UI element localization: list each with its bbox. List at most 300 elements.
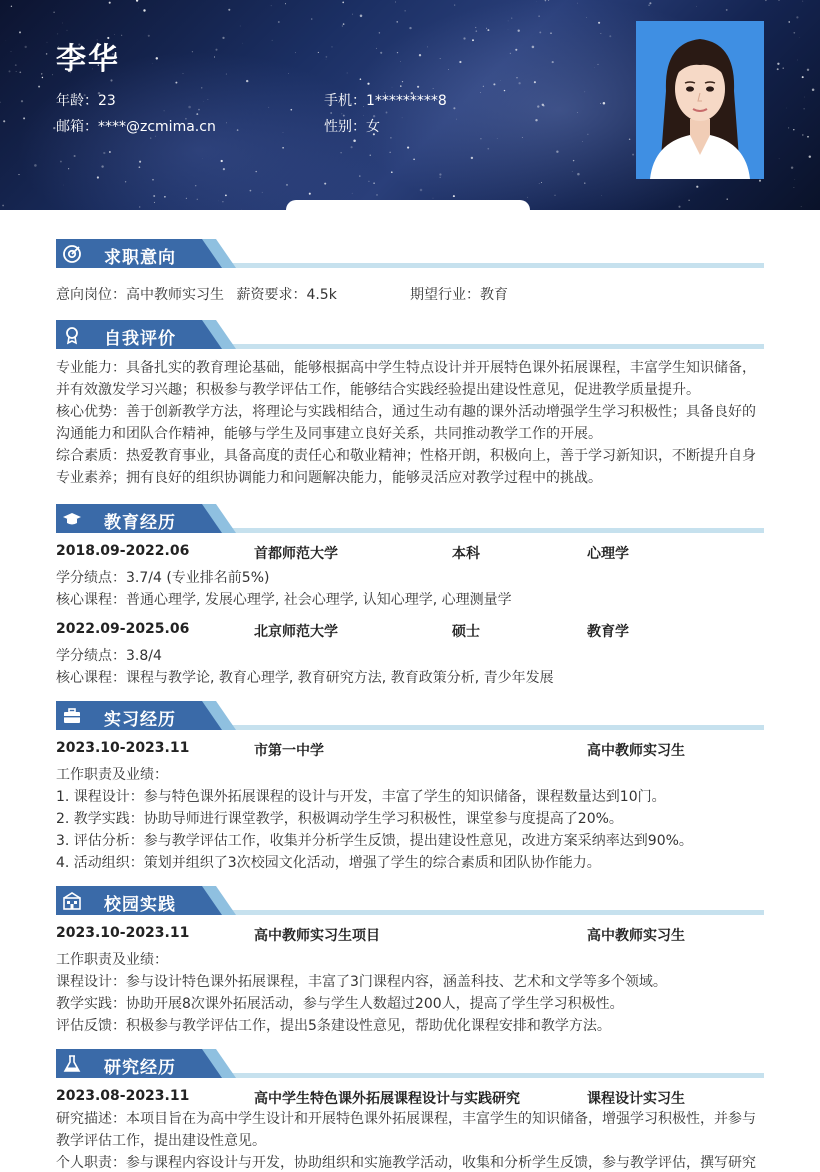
- star: [380, 52, 382, 54]
- star: [555, 195, 556, 196]
- intern-org: 市第一中学: [254, 740, 324, 760]
- star: [46, 53, 48, 55]
- star: [19, 31, 21, 33]
- star: [288, 73, 289, 74]
- briefcase-icon: [62, 706, 82, 726]
- section-label: 自我评价: [104, 324, 176, 349]
- star: [376, 48, 377, 49]
- graduation-cap-icon: [62, 509, 82, 529]
- star: [226, 123, 227, 124]
- star: [440, 58, 441, 59]
- star: [497, 138, 498, 139]
- star: [527, 197, 528, 198]
- star: [226, 74, 227, 75]
- star: [342, 2, 344, 4]
- star: [454, 5, 455, 6]
- star: [545, 0, 546, 1]
- star: [518, 30, 520, 32]
- star: [556, 150, 558, 152]
- star: [793, 129, 794, 130]
- star: [373, 182, 375, 184]
- star: [386, 112, 388, 114]
- star: [370, 155, 371, 156]
- campus-period: 2023.10-2023.11: [56, 925, 189, 941]
- star: [480, 138, 481, 139]
- star: [223, 168, 225, 170]
- star: [584, 91, 585, 92]
- section-title-campus: [56, 886, 764, 920]
- star: [52, 74, 53, 75]
- star: [262, 192, 263, 193]
- star: [62, 23, 63, 24]
- star: [413, 158, 415, 160]
- research-description: 研究描述：本项目旨在为高中学生设计和开展特色课外拓展课程，丰富学生的知识储备，增强学习积极性，并参与教学评估工作，提出建设性意见。: [56, 1108, 768, 1152]
- star: [324, 183, 326, 185]
- star: [47, 42, 48, 43]
- star: [228, 9, 230, 11]
- star: [188, 106, 191, 109]
- star: [407, 147, 409, 149]
- star: [150, 138, 151, 139]
- section-label: 求职意向: [104, 243, 176, 268]
- star: [759, 180, 761, 182]
- star: [9, 70, 11, 72]
- star: [550, 32, 552, 34]
- star: [237, 129, 239, 131]
- star: [34, 164, 37, 167]
- star: [136, 0, 138, 2]
- section-label: 校园实践: [104, 890, 176, 915]
- star: [143, 9, 145, 11]
- star: [183, 73, 184, 74]
- star: [19, 71, 21, 73]
- star: [420, 189, 423, 192]
- star: [352, 193, 353, 194]
- star: [0, 102, 1, 103]
- star: [504, 90, 505, 91]
- star: [41, 73, 42, 74]
- campus-line: 课程设计：参与设计特色课外拓展课程，丰富了3门课程内容，涵盖科技、艺术和文学等多个领域。: [56, 971, 667, 991]
- school-building-icon: [62, 891, 82, 911]
- star: [453, 107, 455, 109]
- section-title-education: [56, 504, 764, 538]
- star: [678, 206, 680, 208]
- star: [360, 15, 363, 18]
- star: [493, 83, 495, 85]
- star: [475, 27, 476, 28]
- flask-icon: [62, 1054, 82, 1074]
- star: [809, 155, 811, 157]
- star: [353, 140, 356, 143]
- star: [240, 26, 241, 27]
- star: [601, 33, 602, 34]
- star: [779, 158, 780, 159]
- edu-courses: 核心课程：普通心理学, 发展心理学, 社会心理学, 认知心理学, 心理测量学: [56, 589, 512, 609]
- star: [440, 177, 441, 178]
- star: [511, 17, 512, 18]
- star: [3, 120, 5, 122]
- star: [807, 69, 809, 71]
- star: [368, 181, 369, 182]
- star: [154, 202, 155, 203]
- star: [341, 113, 342, 114]
- star: [812, 88, 815, 91]
- star: [198, 109, 200, 111]
- star: [600, 103, 601, 104]
- edu-major: 心理学: [587, 543, 629, 563]
- star: [21, 100, 23, 102]
- star: [164, 196, 166, 198]
- star: [539, 31, 541, 33]
- star: [74, 155, 76, 157]
- star: [11, 51, 12, 52]
- position-value: 高中教师实习生: [126, 287, 224, 303]
- intern-line: 工作职责及业绩：: [56, 764, 168, 784]
- star: [397, 52, 398, 53]
- campus-role: 高中教师实习生: [587, 925, 685, 945]
- edu-degree: 本科: [452, 543, 480, 563]
- star: [359, 175, 360, 176]
- star: [203, 101, 204, 102]
- star: [295, 52, 296, 53]
- star: [433, 88, 434, 89]
- star: [476, 30, 478, 32]
- star: [196, 113, 198, 115]
- star: [222, 37, 224, 39]
- edu-gpa: 学分绩点：3.7/4 (专业排名前5%): [56, 567, 269, 587]
- star: [573, 160, 574, 161]
- star: [60, 161, 62, 163]
- research-duties: 个人职责：参与课程内容设计与开发，协助组织和实施教学活动，收集和分析学生反馈，参与教学评估，撰写研究: [56, 1152, 768, 1172]
- star: [572, 171, 573, 172]
- star: [342, 26, 343, 27]
- intern-period: 2023.10-2023.11: [56, 740, 189, 756]
- campus-line: 评估反馈：积极参与教学评估工作，提出5条建设性意见，帮助优化课程安排和教学方法。: [56, 1015, 611, 1035]
- star: [405, 10, 406, 11]
- edu-courses: 核心课程：课程与教学论, 教育心理学, 教育研究方法, 教育政策分析, 青少年发展: [56, 667, 554, 687]
- star: [439, 173, 441, 175]
- edu-period: 2022.09-2025.06: [56, 621, 189, 637]
- section-title-internship: [56, 701, 764, 735]
- target-icon: [62, 244, 82, 264]
- star: [250, 190, 252, 192]
- edu-major: 教育学: [587, 621, 629, 641]
- email-label: 邮箱：: [56, 119, 98, 135]
- star: [577, 112, 578, 113]
- star: [793, 32, 795, 34]
- position-label: 意向岗位：: [56, 287, 126, 303]
- star: [68, 168, 69, 169]
- intern-line: 3. 评估分析：参与教学评估工作，收集并分析学生反馈，提出建设性意见，改进方案采纳率达到90%。: [56, 830, 693, 850]
- phone-label: 手机：: [324, 93, 366, 109]
- star: [318, 52, 319, 53]
- star: [164, 110, 165, 111]
- star: [649, 2, 651, 4]
- star: [456, 119, 457, 120]
- section-label: 教育经历: [104, 508, 176, 533]
- star: [103, 152, 105, 154]
- star: [272, 40, 273, 41]
- gender-label: 性别：: [324, 119, 366, 135]
- star: [125, 181, 126, 182]
- star: [331, 112, 332, 113]
- star: [765, 0, 766, 1]
- star: [419, 54, 421, 56]
- gender-info: [324, 116, 380, 136]
- star: [543, 105, 545, 107]
- star: [283, 132, 284, 133]
- industry-row: [410, 284, 508, 304]
- star: [11, 6, 12, 7]
- star: [390, 152, 391, 153]
- star: [522, 137, 523, 138]
- star: [516, 77, 517, 78]
- section-title-research: [56, 1049, 764, 1083]
- star: [788, 21, 789, 22]
- star: [18, 174, 19, 175]
- star: [110, 79, 112, 81]
- star: [67, 30, 68, 31]
- star: [515, 49, 517, 51]
- star: [246, 80, 248, 82]
- star: [197, 199, 198, 200]
- star: [777, 63, 779, 65]
- email-info: [56, 116, 216, 136]
- edu-school: 北京师范大学: [254, 621, 338, 641]
- star: [347, 73, 348, 74]
- star: [727, 198, 728, 199]
- phone-info: [324, 90, 447, 110]
- star: [109, 151, 111, 153]
- star: [577, 173, 580, 176]
- research-role: 课程设计实习生: [587, 1088, 685, 1108]
- research-project: 高中学生特色课外拓展课程设计与实践研究: [254, 1088, 520, 1108]
- star: [285, 3, 286, 4]
- star: [152, 179, 154, 181]
- star: [534, 81, 536, 83]
- phone-value: 1*********8: [366, 93, 447, 109]
- star: [376, 194, 378, 196]
- job-intent-row: [56, 284, 337, 304]
- star: [510, 53, 511, 54]
- edu-school: 首都师范大学: [254, 543, 338, 563]
- star: [402, 81, 403, 82]
- star: [609, 35, 611, 37]
- star: [222, 201, 223, 202]
- star: [538, 15, 540, 17]
- star: [417, 86, 419, 88]
- star: [139, 206, 140, 207]
- star: [629, 139, 631, 141]
- star: [38, 86, 40, 88]
- star: [340, 152, 341, 153]
- salary-value: 4.5k: [306, 287, 336, 303]
- star: [807, 136, 809, 138]
- campus-org: 高中教师实习生项目: [254, 925, 380, 945]
- star: [214, 57, 215, 58]
- intern-line: 2. 教学实践：协助导师进行课堂教学，积极调动学生学习积极性，课堂参与度提高了20%。: [56, 808, 623, 828]
- star: [286, 184, 288, 186]
- star: [409, 27, 411, 29]
- star: [471, 157, 473, 159]
- star: [2, 205, 4, 207]
- star: [309, 193, 311, 195]
- star: [472, 39, 474, 41]
- intern-line: 1. 课程设计：参与特色课外拓展课程的设计与开发，丰富了学生的知识储备，课程数量达到10门。: [56, 786, 666, 806]
- star: [518, 82, 520, 84]
- star: [548, 0, 549, 1]
- star: [101, 165, 103, 167]
- self-eval-paragraph: 专业能力：具备扎实的教育理论基础，能够根据高中学生特点设计并开展特色课外拓展课程，丰富学生知识储备，并有效激发学习兴趣；积极参与教学评估工作，能够结合实践经验提出建设性意见，促进教学质量提升。: [56, 357, 768, 401]
- star: [783, 68, 784, 69]
- star: [427, 47, 428, 48]
- star: [25, 46, 27, 48]
- star: [486, 28, 487, 29]
- star: [16, 71, 17, 72]
- star: [793, 187, 794, 188]
- star: [139, 161, 141, 163]
- star: [696, 186, 698, 188]
- star: [799, 37, 800, 38]
- research-period: 2023.08-2023.11: [56, 1088, 189, 1104]
- resume-header: [0, 0, 820, 210]
- star: [577, 3, 578, 4]
- email-value: ****@zcmima.cn: [98, 119, 216, 135]
- star: [53, 12, 54, 13]
- star: [367, 83, 369, 85]
- campus-line: 工作职责及业绩：: [56, 949, 168, 969]
- star: [391, 171, 393, 173]
- star: [597, 64, 598, 65]
- star: [42, 77, 43, 78]
- star: [802, 134, 803, 135]
- star: [791, 166, 793, 168]
- star: [311, 18, 313, 20]
- profile-photo: [636, 21, 764, 179]
- star: [487, 29, 489, 31]
- star: [379, 32, 380, 33]
- industry-value: 教育: [480, 287, 508, 303]
- age-info: [56, 90, 116, 110]
- star: [632, 154, 634, 156]
- star: [326, 56, 328, 58]
- intern-line: 4. 活动组织：策划并组织了3次校园文化活动，增强了学生的综合素质和团队协作能力。: [56, 852, 601, 872]
- star: [201, 87, 202, 88]
- edu-period: 2018.09-2022.06: [56, 543, 189, 559]
- star: [390, 137, 392, 139]
- star: [433, 198, 434, 199]
- star: [153, 195, 155, 197]
- self-eval-paragraph: 综合素质：热爱教育事业，具备高度的责任心和敬业精神；性格开朗，积极向上，善于学习新知识，不断提升自身专业素养；拥有良好的组织协调能力和问题解决能力，能够灵活应对教学过程中的挑战。: [56, 445, 768, 489]
- star: [508, 21, 509, 22]
- star: [552, 61, 554, 63]
- star: [138, 8, 139, 9]
- star: [804, 108, 805, 109]
- star: [351, 146, 353, 148]
- star: [500, 80, 501, 81]
- star: [402, 117, 403, 118]
- star: [331, 46, 332, 47]
- star: [688, 200, 689, 201]
- star: [290, 109, 292, 111]
- star: [541, 182, 542, 183]
- star: [109, 2, 111, 4]
- salary-label: 薪资要求：: [236, 287, 306, 303]
- star: [584, 183, 585, 184]
- star: [777, 68, 779, 70]
- star: [487, 148, 489, 150]
- section-title-job-intent: [56, 239, 764, 273]
- edu-degree: 硕士: [452, 621, 480, 641]
- star: [532, 46, 535, 49]
- star: [269, 107, 270, 108]
- star: [603, 102, 606, 105]
- star: [535, 119, 537, 121]
- industry-label: 期望行业：: [410, 287, 480, 303]
- age-label: 年龄：: [56, 93, 98, 109]
- star: [352, 14, 353, 15]
- self-eval-paragraph: 核心优势：善于创新教学方法，将理论与实践相结合，通过生动有趣的课外活动增强学生学习积极性；具备良好的沟通能力和团队合作精神，能够与学生及同事建立良好关系，共同推动教学工作的开展。: [56, 401, 768, 445]
- star: [802, 1, 803, 2]
- star: [463, 37, 465, 39]
- star: [395, 2, 396, 3]
- star: [400, 61, 401, 62]
- star: [225, 195, 227, 197]
- star: [343, 23, 345, 25]
- star: [400, 85, 401, 86]
- star: [148, 35, 150, 37]
- star: [186, 198, 187, 199]
- star: [271, 6, 272, 7]
- star: [396, 21, 397, 22]
- star: [202, 158, 203, 159]
- gender-value: 女: [366, 119, 380, 135]
- age-value: 23: [98, 93, 116, 109]
- star: [598, 22, 600, 24]
- star: [778, 0, 779, 1]
- star: [582, 141, 583, 142]
- star: [156, 57, 158, 59]
- section-label: 实习经历: [104, 705, 176, 730]
- star: [97, 176, 99, 178]
- star: [587, 134, 588, 135]
- star: [797, 60, 798, 61]
- star: [586, 17, 587, 18]
- award-icon: [62, 325, 82, 345]
- section-label: 研究经历: [104, 1053, 176, 1078]
- star: [63, 185, 64, 186]
- star: [255, 171, 256, 172]
- star: [480, 92, 481, 93]
- star: [215, 49, 217, 51]
- star: [459, 61, 461, 63]
- star: [801, 206, 802, 207]
- star: [483, 86, 484, 87]
- star: [537, 105, 539, 107]
- star: [788, 127, 789, 128]
- edu-gpa: 学分绩点：3.8/4: [56, 645, 162, 665]
- star: [15, 64, 17, 66]
- section-title-self-eval: [56, 320, 764, 354]
- star: [175, 82, 177, 84]
- star: [726, 9, 728, 11]
- star: [453, 195, 455, 197]
- star: [282, 147, 284, 149]
- star: [796, 16, 798, 18]
- star: [360, 78, 362, 80]
- star: [192, 51, 193, 52]
- star: [121, 35, 122, 36]
